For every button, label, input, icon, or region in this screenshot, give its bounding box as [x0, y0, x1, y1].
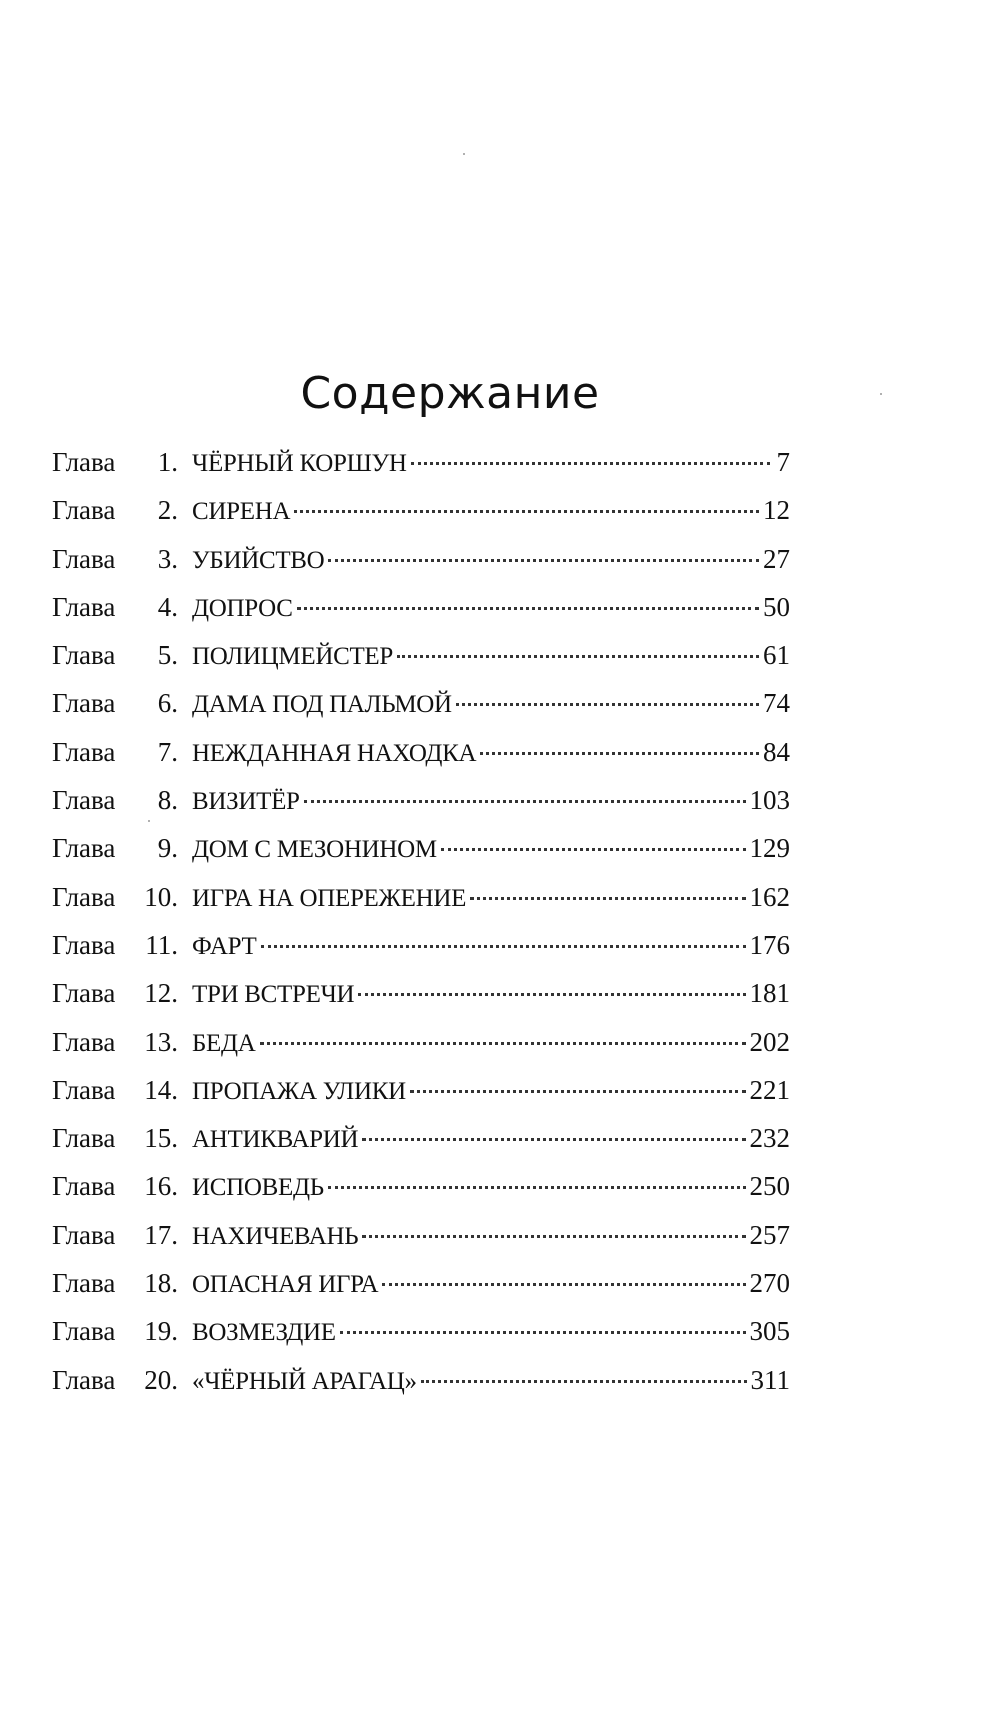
dot-leader	[362, 1235, 745, 1238]
page-number: 50	[763, 591, 790, 622]
chapter-number: 10 .	[128, 873, 178, 921]
chapter-word: Глава	[52, 640, 116, 671]
chapter-number: 15 .	[128, 1114, 178, 1162]
chapter-number: 1 .	[128, 438, 178, 486]
chapter-number: 17 .	[128, 1211, 178, 1259]
dot-leader	[421, 1380, 747, 1383]
chapter-number: 20 .	[128, 1356, 178, 1404]
chapter-word: Глава	[52, 736, 116, 767]
page-number: 305	[749, 1316, 790, 1347]
chapter-number: 2 .	[128, 486, 178, 534]
chapter-title: ДАМА ПОД ПАЛЬМОЙ	[192, 691, 452, 719]
page-number: 27	[763, 543, 790, 574]
page-number: 103	[749, 785, 790, 816]
dot-leader	[328, 559, 759, 562]
chapter-title: БЕДА	[192, 1029, 256, 1057]
page-number: 257	[749, 1219, 790, 1250]
page-number: 61	[763, 640, 790, 671]
chapter-word: Глава	[52, 543, 116, 574]
chapter-word: Глава	[52, 688, 116, 719]
toc-entry[interactable]	[52, 1018, 790, 1066]
chapter-number: 12 .	[128, 969, 178, 1017]
dot-leader	[441, 848, 746, 851]
dot-leader	[304, 800, 746, 803]
chapter-title: ВИЗИТЁР	[192, 788, 300, 816]
toc-entry[interactable]	[52, 583, 790, 631]
dot-leader	[397, 655, 759, 658]
page-number: 250	[749, 1171, 790, 1202]
chapter-word: Глава	[52, 1316, 116, 1347]
chapter-number: 4 .	[128, 583, 178, 631]
chapter-title: ТРИ ВСТРЕЧИ	[192, 981, 355, 1009]
toc-entry[interactable]	[52, 1307, 790, 1355]
chapter-number: 9 .	[128, 824, 178, 872]
dot-leader	[294, 510, 759, 513]
chapter-number: 3 .	[128, 535, 178, 583]
chapter-title: «ЧЁРНЫЙ АРАГАЦ»	[192, 1367, 417, 1395]
chapter-title: АНТИКВАРИЙ	[192, 1126, 359, 1154]
page-number: 176	[749, 929, 790, 960]
page-title: Содержание	[300, 368, 600, 419]
chapter-word: Глава	[52, 1026, 116, 1057]
chapter-word: Глава	[52, 833, 116, 864]
print-speck	[463, 153, 465, 155]
toc-entry[interactable]	[52, 1356, 790, 1404]
chapter-number: 7 .	[128, 728, 178, 776]
toc-entry[interactable]	[52, 438, 790, 486]
toc-entry[interactable]	[52, 1066, 790, 1114]
chapter-word: Глава	[52, 1123, 116, 1154]
chapter-number: 18 .	[128, 1259, 178, 1307]
page-number: 162	[749, 881, 790, 912]
chapter-word: Глава	[52, 929, 116, 960]
chapter-number: 6 .	[128, 679, 178, 727]
dot-leader	[362, 1138, 745, 1141]
chapter-title: НАХИЧЕВАНЬ	[192, 1222, 359, 1250]
page-number: 181	[749, 978, 790, 1009]
chapter-word: Глава	[52, 1171, 116, 1202]
toc-entry[interactable]	[52, 486, 790, 534]
chapter-title: ЧЁРНЫЙ КОРШУН	[192, 450, 407, 477]
chapter-word: Глава	[52, 1219, 116, 1250]
chapter-number: 14 .	[128, 1066, 178, 1114]
toc-entry[interactable]	[52, 1162, 790, 1210]
chapter-title: ВОЗМЕЗДИЕ	[192, 1319, 336, 1347]
dot-leader	[261, 945, 746, 948]
chapter-word: Глава	[52, 978, 116, 1009]
page-number: 311	[750, 1364, 790, 1395]
dot-leader	[411, 462, 770, 465]
page-number: 202	[749, 1026, 790, 1057]
dot-leader	[456, 703, 759, 706]
dot-leader	[382, 1283, 745, 1286]
chapter-number: 5 .	[128, 631, 178, 679]
dot-leader	[328, 1186, 746, 1189]
page-number: 74	[763, 688, 790, 719]
chapter-title: ИГРА НА ОПЕРЕЖЕНИЕ	[192, 884, 467, 912]
chapter-word: Глава	[52, 881, 116, 912]
chapter-title: ФАРТ	[192, 932, 257, 960]
chapter-number: 16 .	[128, 1162, 178, 1210]
chapter-word: Глава	[52, 447, 116, 477]
toc-entry[interactable]	[52, 631, 790, 679]
page-number: 84	[763, 736, 790, 767]
chapter-number: 11 .	[128, 921, 178, 969]
chapter-title: НЕЖДАННАЯ НАХОДКА	[192, 739, 477, 767]
toc-entry[interactable]	[52, 776, 790, 824]
toc-entry[interactable]	[52, 1114, 790, 1162]
toc-entry[interactable]	[52, 921, 790, 969]
chapter-title: СИРЕНА	[192, 498, 291, 526]
chapter-title: ПОЛИЦМЕЙСТЕР	[192, 643, 394, 671]
dot-leader	[480, 752, 759, 755]
toc-entry[interactable]	[52, 679, 790, 727]
chapter-title: ДОПРОС	[192, 594, 293, 622]
chapter-word: Глава	[52, 591, 116, 622]
chapter-word: Глава	[52, 1074, 116, 1105]
toc-entry[interactable]	[52, 1259, 790, 1307]
chapter-word: Глава	[52, 785, 116, 816]
toc-entry[interactable]	[52, 728, 790, 776]
chapter-title: ОПАСНАЯ ИГРА	[192, 1271, 379, 1299]
dot-leader	[410, 1090, 746, 1093]
chapter-title: ДОМ С МЕЗОНИНОМ	[192, 836, 437, 864]
chapter-title: ИСПОВЕДЬ	[192, 1174, 324, 1202]
dot-leader	[260, 1042, 746, 1045]
page-number: 129	[749, 833, 790, 864]
chapter-word: Глава	[52, 495, 116, 526]
chapter-word: Глава	[52, 1268, 116, 1299]
toc-entry[interactable]	[52, 969, 790, 1017]
chapter-title: ПРОПАЖА УЛИКИ	[192, 1077, 406, 1105]
toc-entry[interactable]	[52, 1211, 790, 1259]
toc-entry[interactable]	[52, 535, 790, 583]
table-of-contents	[52, 438, 790, 1404]
chapter-number: 19 .	[128, 1307, 178, 1355]
page-number: 270	[749, 1268, 790, 1299]
page-number: 221	[749, 1074, 790, 1105]
chapter-word: Глава	[52, 1364, 116, 1395]
toc-entry[interactable]	[52, 824, 790, 872]
chapter-title: УБИЙСТВО	[192, 546, 325, 574]
page-number: 12	[763, 495, 790, 526]
chapter-number: 13 .	[128, 1018, 178, 1066]
dot-leader	[358, 993, 745, 996]
page-number: 7	[776, 447, 790, 477]
page-number: 232	[749, 1123, 790, 1154]
toc-entry[interactable]	[52, 873, 790, 921]
dot-leader	[470, 897, 745, 900]
dot-leader	[340, 1331, 746, 1334]
chapter-number: 8 .	[128, 776, 178, 824]
dot-leader	[297, 607, 759, 610]
